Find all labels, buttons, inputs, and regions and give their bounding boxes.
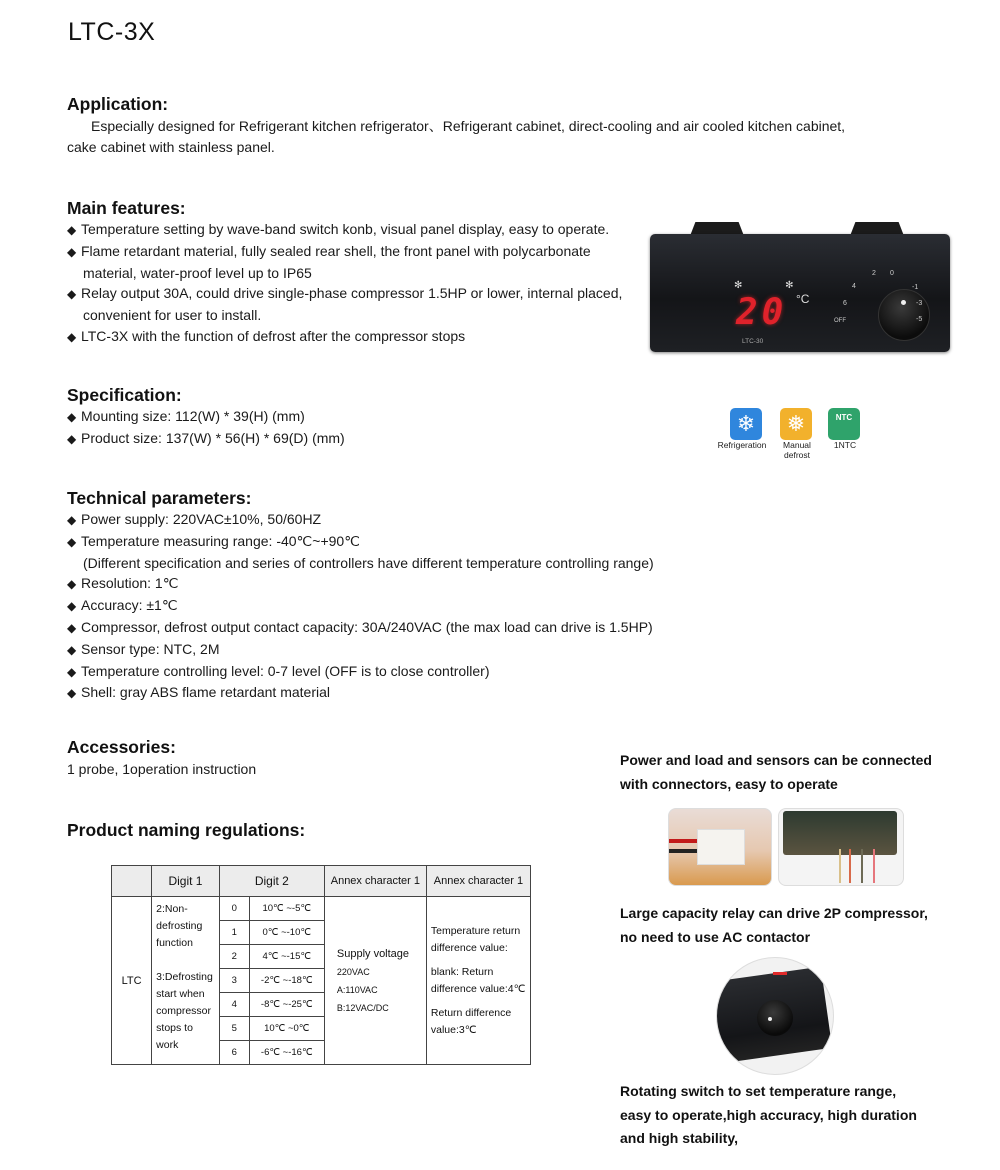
naming-table-header [112,866,531,897]
scale-mark: 4 [852,283,856,290]
led-display: 20 [736,292,788,333]
application-heading: Application: [67,94,169,114]
digit-2-code: 0 [219,897,249,921]
scale-mark: 6 [843,300,847,307]
prefix-cell: LTC [112,897,152,1065]
diamond-bullet-icon: ◆ [67,513,77,527]
param-item: ◆ Power supply: 220VAC±10%, 50/60HZ [67,509,707,531]
defrost-icon: ❅ [780,408,812,440]
header-annex-1: Annex character 1 [324,866,426,897]
accessories-text: 1 probe, 1operation instruction [67,761,257,777]
param-item: ◆ Temperature measuring range: -40℃~+90℃ (Different specification and series of controllers have different temperature controlling range) [67,532,654,571]
manual-defrost-feature: ❅ Manual defrost [780,408,814,460]
controller-product-image [650,222,950,354]
header-annex-2: Annex character 1 [426,866,530,897]
table-row [112,897,531,921]
annex-1-cell: Supply voltage 220VAC A:110VAC B:12VAC/DC [324,897,426,1065]
scale-mark: -3 [916,300,923,307]
specification-heading: Specification: [67,385,182,405]
param-item: ◆ Shell: gray ABS flame retardant material [67,682,707,704]
rotating-switch-caption: Rotating switch to set temperature range, easy to operate,high accuracy, high duration and high stability, [620,1083,917,1146]
product-title: LTC-3X [68,18,156,46]
spec-item: ◆ Mounting size: 112(W) * 39(H) (mm) [67,406,567,428]
scale-mark: -1 [912,284,919,291]
table-row: 4 -8℃ ~-25℃ [112,993,531,1017]
refrigeration-feature: ❄ Refrigeration [716,408,764,450]
connectors-caption: Power and load and sensors can be connected with connectors, easy to operate [620,752,932,792]
controller-rear-photo [778,808,904,886]
accessories-heading: Accessories: [67,737,176,757]
feature-item: ◆ Temperature setting by wave-band switch konb, visual panel display, easy to operate. [67,219,647,241]
snowflake-icon: ❄ [730,408,762,440]
diamond-bullet-icon: ◆ [67,599,77,614]
main-features-list [67,219,647,348]
feature-item: ◆ Relay output 30A, could drive single-phase compressor 1.5HP or lower, internal placed, convenient for user to install. [67,285,623,324]
ntc-feature: NTC 1NTC [828,408,862,450]
diamond-bullet-icon: ◆ [67,686,77,701]
main-features-heading: Main features: [67,198,186,218]
scale-mark: -5 [916,316,923,323]
feature-item: ◆ LTC-3X with the function of defrost after the compressor stops [67,326,647,348]
diamond-bullet-icon: ◆ [67,642,77,657]
application-line-2: cake cabinet with stainless panel. [67,139,275,155]
diamond-bullet-icon: ◆ [67,410,77,424]
application-line-1: Especially designed for Refrigerant kitchen refrigerator、Refrigerant cabinet, direct-cooling and air cooled kitchen cabinet, [91,118,846,134]
spec-item: ◆ Product size: 137(W) * 56(H) * 69(D) (mm) [67,428,567,450]
table-row: 2 4℃ ~-15℃ [112,945,531,969]
param-item: ◆ Compressor, defrost output contact capacity: 30A/240VAC (the max load can drive is 1.5HP) [67,617,707,639]
param-item: ◆ Resolution: 1℃ [67,573,707,595]
header-digit-2: Digit 2 [219,866,324,897]
table-row: 3 -2℃ ~-18℃ [112,969,531,993]
naming-heading: Product naming regulations: [67,820,306,840]
diamond-bullet-icon: ◆ [67,329,77,344]
diamond-bullet-icon: ◆ [67,287,77,302]
relay-caption: Large capacity relay can drive 2P compressor, no need to use AC contactor [620,905,928,945]
connector-plug-photo [668,808,772,886]
application-text [67,116,947,158]
technical-parameters-heading: Technical parameters: [67,488,252,508]
specification-list [67,406,567,450]
param-item: ◆ Accuracy: ±1℃ [67,595,707,617]
naming-table [111,865,531,1065]
rotating-switch-closeup [716,957,834,1075]
temperature-knob [878,289,930,341]
diamond-bullet-icon: ◆ [67,577,77,592]
diamond-bullet-icon: ◆ [67,534,77,549]
digit-2-range: 10℃ ~-5℃ [249,897,324,921]
table-row: 1 0℃ ~-10℃ [112,921,531,945]
scale-mark: OFF [834,318,846,324]
technical-parameters-list [67,509,707,704]
diamond-bullet-icon: ◆ [67,620,77,635]
table-row: 6 -6℃ ~-16℃ [112,1041,531,1065]
panel-model-label: LTC-30 [742,338,764,345]
param-item: ◆ Sensor type: NTC, 2M [67,639,707,661]
annex-2-cell: Temperature return difference value: blank: Return difference value:4℃ Return difference value:3℃ [426,897,530,1065]
scale-mark: 0 [890,270,894,277]
controller-panel [650,234,950,352]
param-item: ◆ Temperature controlling level: 0-7 level (OFF is to close controller) [67,661,707,683]
scale-mark: 2 [872,270,876,277]
table-row: 5 10℃ ~0℃ [112,1017,531,1041]
snowflake-indicator-icon: ✻ ✻ [734,280,814,291]
digit-1-cell: 2:Non- defrosting function 3:Defrosting start when compressor stops to work [152,897,220,1065]
ntc-sensor-icon: NTC [828,408,860,440]
diamond-bullet-icon: ◆ [67,223,77,237]
diamond-bullet-icon: ◆ [67,431,77,446]
diamond-bullet-icon: ◆ [67,244,77,259]
display-unit: °C [796,292,810,306]
diamond-bullet-icon: ◆ [67,664,77,679]
header-digit-1: Digit 1 [152,866,220,897]
feature-item: ◆ Flame retardant material, fully sealed rear shell, the front panel with polycarbonate material, water-proof level up to IP65 [67,242,591,281]
